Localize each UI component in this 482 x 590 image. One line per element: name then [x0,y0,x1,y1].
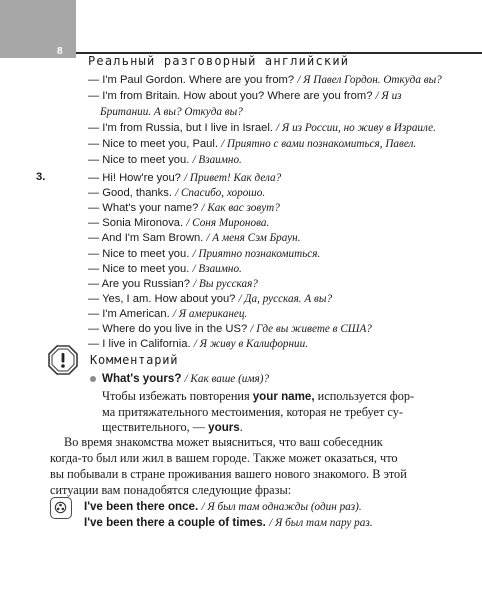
page-number: 8 [57,46,63,57]
dialog-line [88,153,242,167]
dialog-line [88,337,308,351]
russian-translation: / Да, русская. А вы? [238,292,333,305]
dialog-line [88,231,301,245]
highlighted-term: your name, [252,390,315,403]
russian-translation: Британии. А вы? Откуда вы? [100,106,243,118]
phrase-line [84,516,373,529]
russian-translation: / Соня Миронова. [186,217,270,230]
russian-translation: / Я живу в Калифорнии. [193,338,309,351]
phrases-icon [50,497,72,519]
russian-translation: / Я был там однажды (один раз). [201,501,362,513]
dialog-line [100,105,243,119]
english-text: — And I'm Sam Brown. [88,232,207,245]
paragraph-line: когда-то был или жил в вашем городе. Также может оказаться, что [50,451,398,465]
english-text: — Are you Russian? [88,277,194,290]
paragraph-line: вы побывали в стране проживания вашего нового знакомого. В этой [50,467,407,481]
english-text: — I'm Paul Gordon. Where are you from? [88,74,298,86]
english-text: — Sonia Mironova. [88,217,187,230]
dialog-line [88,216,269,230]
english-text: — Nice to meet you, Paul. [88,138,222,150]
english-text: — I'm from Britain. How about you? Where are you from? [88,90,376,102]
russian-translation: / Приятно с вами познакомиться, Павел. [221,138,417,150]
dialog-line [88,292,332,306]
russian-translation: / Я американец. [172,307,248,320]
english-text: — What's your name? [88,202,202,215]
russian-translation: / Как вас зовут? [201,202,280,215]
explanation-line: ществительного, — yours. [102,420,243,434]
dialog-line [88,307,247,321]
russian-translation: / Приятно познакомиться. [192,247,321,260]
russian-translation: / Привет! Как дела? [184,172,282,184]
exercise-number: 3. [36,171,46,183]
running-title: Реальный разговорный английский [88,54,350,68]
explanation-line: Чтобы избежать повторения your name, используется фор- [102,389,415,403]
english-text: — Nice to meet you. [88,247,193,260]
russian-translation: / Вы русская? [193,277,258,290]
dialog-line [88,322,372,336]
russian-translation: / Спасибо, хорошо. [175,187,266,200]
russian-translation: / Я Павел Гордон. Откуда вы? [297,74,442,86]
english-text: — Hi! How're you? [88,172,185,184]
english-phrase: I've been there a couple of times. [84,516,270,529]
comment-phrase-line [102,372,269,385]
phrase-line [84,500,362,513]
dialog-line [88,171,281,185]
english-text: — Yes, I am. How about you? [88,292,239,305]
russian-translation: / Я из [375,90,402,102]
explanation-line: ма притяжательного местоимения, которая не требует су- [102,404,403,419]
dialog-line [88,121,436,135]
russian-translation: / Я был там пару раз. [269,517,373,529]
comment-phrase-translation: / Как ваше (имя)? [184,373,270,385]
russian-translation: / Я из России, но живу в Израиле. [276,122,436,134]
russian-translation: / Взаимно. [192,262,242,275]
dialog-line [88,73,442,87]
dialog-line [88,186,265,200]
highlighted-term: yours [208,421,240,434]
english-text: — Where do you live in the US? [88,323,251,335]
russian-translation: / Взаимно. [192,154,242,166]
paragraph-line: ситуации вам понадобятся следующие фразы: [50,483,292,497]
comment-phrase: What's yours? [102,372,182,385]
english-text: — I'm from Russia, but I live in Israel. [88,122,277,134]
bullet-icon [90,376,96,382]
english-text: — I'm American. [88,307,173,320]
dialog-line [88,89,402,103]
russian-translation: / Где вы живете в США? [250,323,372,335]
english-phrase: I've been there once. [84,500,202,513]
english-text: — Nice to meet you. [88,262,193,275]
english-text: — Nice to meet you. [88,154,193,166]
russian-translation: / А меня Сэм Браун. [206,232,301,245]
warning-icon [48,345,78,375]
page-number-tab [0,0,76,58]
dialog-line [88,201,280,215]
english-text: — Good, thanks. [88,187,176,200]
dialog-line [88,262,242,276]
dialog-line [88,247,320,261]
comment-title: Комментарий [90,353,179,367]
english-text: — I live in California. [88,338,194,351]
dialog-line [88,137,416,151]
paragraph-line: Во время знакомства может выясниться, что ваш собеседник [64,435,383,449]
dialog-line [88,277,258,291]
